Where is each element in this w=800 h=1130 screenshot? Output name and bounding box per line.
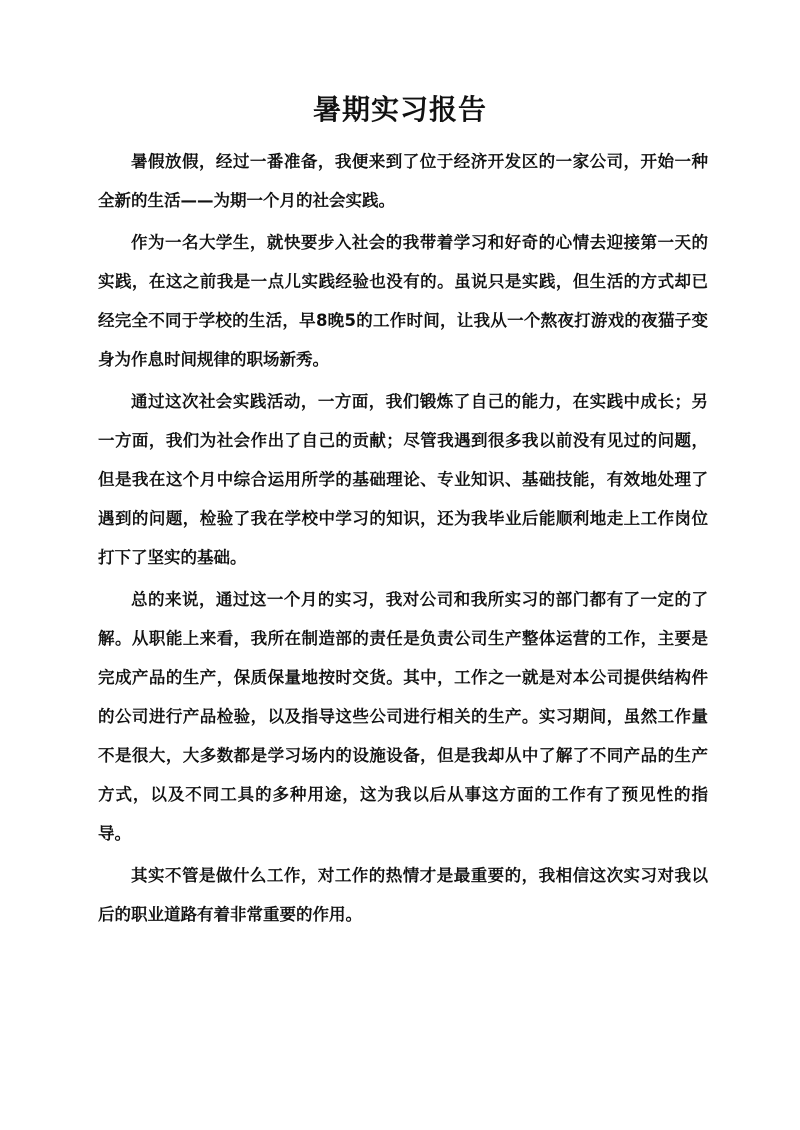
- paragraph-3: 通过这次社会实践活动，一方面，我们锻炼了自己的能力，在实践中成长；另一方面，我们为社会作出了自己的贡献；尽管我遇到很多我以前没有见过的问题，但是我在这个月中综合运用所学的基础理论、专业知识、基础技能，有效地处理了遇到的问题，检验了我在学校中学习的知识，还为我毕业后能顺利地走上工作岗位打下了坚实的基础。: [98, 392, 708, 567]
- paragraph-2: 作为一名大学生，就快要步入社会的我带着学习和好奇的心情去迎接第一天的实践，在这之前我是一点儿实践经验也没有的。虽说只是实践，但生活的方式却已经完全不同于学校的生活，早8晚5的工作时间，让我从一个熬夜打游戏的夜猫子变身为作息时间规律的职场新秀。: [98, 233, 708, 369]
- paragraph-1: 暑假放假，经过一番准备，我便来到了位于经济开发区的一家公司，开始一种全新的生活——为期一个月的社会实践。: [98, 152, 708, 210]
- document-body: [98, 142, 708, 934]
- paragraph-5: 其实不管是做什么工作，对工作的热情才是最重要的，我相信这次实习对我以后的职业道路有着非常重要的作用。: [98, 866, 708, 924]
- page-title: 暑期实习报告: [312, 93, 487, 126]
- paragraph-4: 总的来说，通过这一个月的实习，我对公司和我所实习的部门都有了一定的了解。从职能上来看，我所在制造部的责任是负责公司生产整体运营的工作，主要是完成产品的生产，保质保量地按时交货。其中，工作之一就是对本公司提供结构件的公司进行产品检验，以及指导这些公司进行相关的生产。实习期间，虽然工作量不是很大，大多数都是学习场内的设施设备，但是我却从中了解了不同产品的生产方式，以及不同工具的多种用途，这为我以后从事这方面的工作有了预见性的指导。: [98, 590, 708, 843]
